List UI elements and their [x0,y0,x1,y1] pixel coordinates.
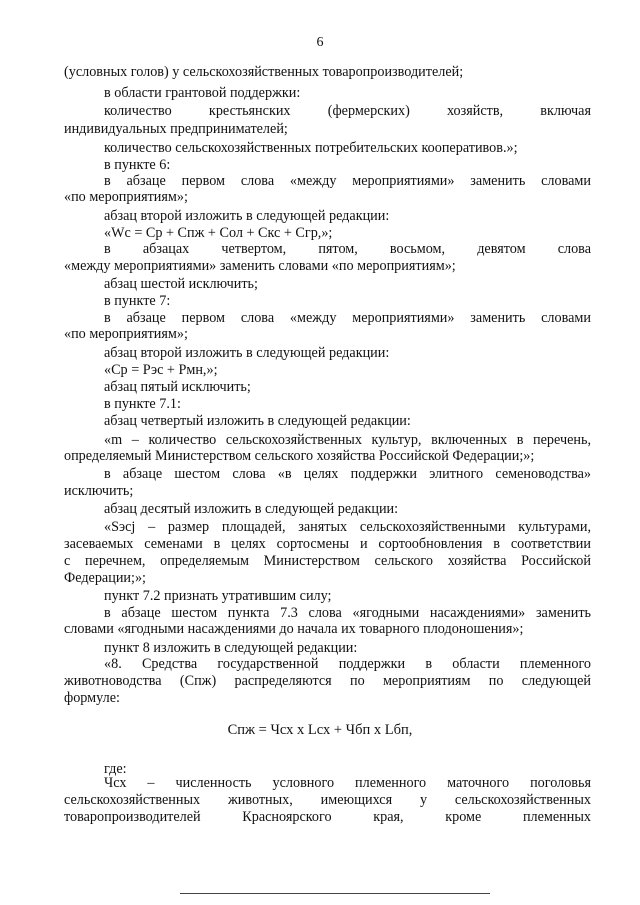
text-line: исключить; [64,483,134,499]
text-line: формуле: [64,690,120,706]
text-line: «m – количество сельскохозяйственных культур, включенных в перечень, [104,432,591,448]
text-line: животноводства (Спж) распределяются по мероприятиям по следующей [64,673,591,689]
text-line: сельскохозяйственных животных, имеющихся у сельскохозяйственных [64,792,591,808]
text-line: где: [104,761,127,777]
text-line: пункт 7.2 признать утратившим силу; [104,588,332,604]
text-line: абзац второй изложить в следующей редакции: [104,208,390,224]
text-line: «Ср = Рэс + Рмн,»; [104,362,218,378]
text-line: абзац шестой исключить; [104,276,258,292]
footer-rule [180,893,490,894]
text-line: в области грантовой поддержки: [104,85,301,101]
text-line: Чсх – численность условного племенного маточного поголовья [104,775,591,791]
text-line: количество крестьянских (фермерских) хозяйств, включая [104,103,591,119]
text-line: индивидуальных предпринимателей; [64,121,288,137]
text-line: «Wc = Ср + Спж + Сол + Скс + Сгр,»; [104,225,333,241]
text-line: товаропроизводителей Красноярского края, кроме племенных [64,809,591,825]
text-line: в абзацах четвертом, пятом, восьмом, девятом слова [104,241,591,257]
text-line: в пункте 6: [104,157,171,173]
text-line: в абзаце первом слова «между мероприятиями» заменить словами [104,310,591,326]
text-line: в пункте 7.1: [104,396,181,412]
text-line: с перечнем, определяемым Министерством сельского хозяйства Российской [64,553,591,569]
text-line: засеваемых семенами в целях сортосмены и сортообновления в соответствии [64,536,591,552]
text-line: «по мероприятиям»; [64,189,188,205]
text-line: в пункте 7: [104,293,171,309]
text-line: в абзаце первом слова «между мероприятиями» заменить словами [104,173,591,189]
text-line: пункт 8 изложить в следующей редакции: [104,640,358,656]
text-line: количество сельскохозяйственных потребительских кооперативов.»; [104,140,518,156]
text-line: «8. Средства государственной поддержки в области племенного [104,656,591,672]
text-line: абзац четвертый изложить в следующей редакции: [104,413,411,429]
text-line: в абзаце шестом слова «в целях поддержки элитного семеноводства» [104,466,591,482]
text-line: Федерации;»; [64,570,146,586]
text-line: абзац десятый изложить в следующей редакции: [104,501,399,517]
text-line: «по мероприятиям»; [64,326,188,342]
page-number: 6 [316,35,324,50]
text-line: абзац второй изложить в следующей редакции: [104,345,390,361]
text-line: «Sэсj – размер площадей, занятых сельскохозяйственными культурами, [104,519,591,535]
text-line: словами «ягодными насаждениями до начала их товарного плодоношения»; [64,621,524,637]
text-line: «между мероприятиями» заменить словами «по мероприятиям»; [64,258,456,274]
text-line: абзац пятый исключить; [104,379,251,395]
text-line: в абзаце шестом пункта 7.3 слова «ягодными насаждениями» заменить [104,605,591,621]
text-line: (условных голов) у сельскохозяйственных товаропроизводителей; [64,64,464,80]
formula: Спж = Чсх х Lсх + Чбп х Lбп, [227,722,413,738]
text-line: определяемый Министерством сельского хозяйства Российской Федерации;»; [64,448,535,464]
